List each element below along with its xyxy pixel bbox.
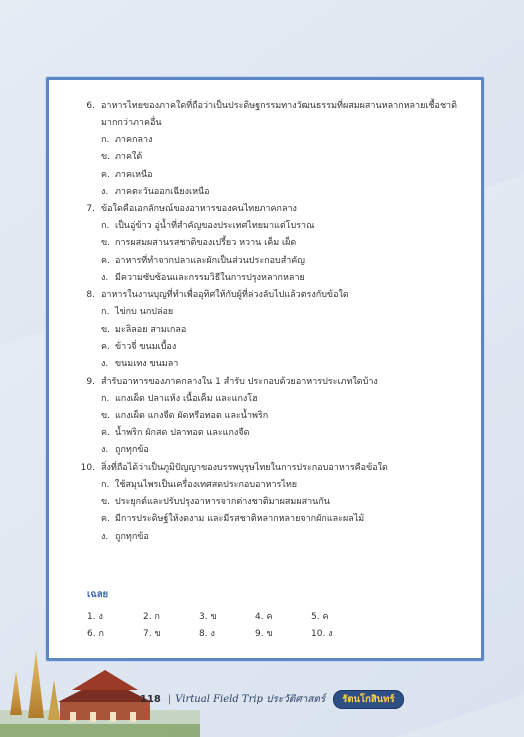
option-text: ภาคใต้: [115, 152, 143, 163]
option-letter: ข.: [101, 238, 111, 249]
option-letter: ง.: [101, 273, 109, 284]
option-text: มีการประดิษฐ์ให้งดงาม และมีรสชาติหลากหลายจากผักและผลไม้: [115, 514, 365, 525]
question-text: สิ่งที่ถือได้ว่าเป็นภูมิปัญญาของบรรพบุรุษไทยในการประกอบอาหารคือข้อใด: [101, 462, 388, 473]
option: [79, 442, 479, 459]
option: [79, 184, 479, 201]
option-text: ขนมเทง ขนมลา: [115, 359, 179, 370]
option-letter: ก.: [101, 135, 110, 145]
option-text: อาหารที่ทำจากปลาและผักเป็นส่วนประกอบสำคัญ: [115, 255, 305, 266]
option: [79, 149, 479, 166]
option: [79, 425, 479, 442]
option-text: การผสมผสานรสชาติของเปรี้ยว หวาน เค็ม เผ็ด: [115, 238, 297, 249]
option: [79, 339, 479, 356]
option-letter: ง.: [101, 531, 109, 542]
option-letter: ก.: [101, 479, 110, 490]
option-text: ภาคกลาง: [115, 135, 153, 145]
question-number: 6.: [86, 101, 95, 111]
option: [79, 494, 479, 511]
answer-key-heading: เฉลย: [87, 589, 109, 600]
option-letter: ข.: [101, 152, 111, 163]
option-letter: ค.: [101, 341, 110, 352]
question-text: ข้อใดคือเอกลักษณ์ของอาหารของคนไทยภาคกลาง: [101, 204, 297, 215]
option-letter: ง.: [101, 186, 109, 197]
option-text: ใช้สมุนไพรเป็นเครื่องเทศสดประกอบอาหารไทย: [115, 479, 298, 490]
footer-logo: รัตนโกสินทร์: [333, 690, 403, 709]
option-text: แกงเผ็ด ปลาแห้ง เนื้อเค็ม และแกงโฮ: [115, 393, 258, 404]
question-text: อาหารในงานบุญที่ทำเพื่ออุทิศให้กับผู้ที่ล่วงลับไปแล้วตรงกับข้อใด: [101, 290, 349, 301]
footer-title: Virtual Field Trip ประวัติศาสตร์: [175, 693, 326, 705]
option: [79, 477, 479, 494]
question-7: [79, 201, 479, 287]
option: [79, 235, 479, 252]
question-9: [79, 374, 479, 460]
option-text: น้ำพริก ผักสด ปลาทอด และแกงจืด: [115, 428, 250, 439]
page-number: 118: [140, 693, 161, 705]
option-text: ถูกทุกข้อ: [115, 445, 149, 456]
question-text: อาหารไทยของภาคใดที่ถือว่าเป็นประดิษฐกรรมทางวัฒนธรรมที่ผสมผสานหลากหลายเชื้อชาติ: [101, 101, 457, 111]
option: [79, 253, 479, 270]
option-letter: ง.: [101, 445, 109, 456]
option: [79, 356, 479, 373]
answer-cell: 9. ข: [255, 629, 273, 639]
option-letter: ข.: [101, 497, 111, 508]
option-text: ภาคเหนือ: [115, 169, 153, 180]
answer-cell: 3. ข: [199, 612, 217, 622]
option: [79, 218, 479, 235]
question-text-continued: มากกว่าภาคอื่น: [101, 118, 162, 128]
footer-separator: |: [167, 693, 172, 705]
answer-cell: 8. ง: [199, 629, 215, 639]
option-text: มะลิลอย สามเกลอ: [115, 324, 187, 335]
answer-cell: 6. ก: [87, 629, 104, 639]
option-letter: ค.: [101, 428, 110, 439]
question-number: 7.: [86, 204, 95, 215]
question-10: [79, 460, 479, 546]
option-text: ถูกทุกข้อ: [115, 531, 149, 542]
answer-cell: 7. ข: [143, 629, 161, 639]
option: [79, 529, 479, 546]
question-card: [46, 77, 484, 661]
question-number: 10.: [80, 462, 95, 473]
question-text: สำรับอาหารของภาคกลางใน 1 สำรับ ประกอบด้วยอาหารประเภทใดบ้าง: [101, 376, 378, 387]
option: [79, 167, 479, 184]
question-6: [79, 98, 479, 201]
question-list: [79, 98, 479, 546]
option-text: มีความซับซ้อนและกรรมวิธีในการปรุงหลากหลาย: [115, 273, 305, 284]
option-letter: ค.: [101, 169, 110, 180]
question-number: 9.: [86, 376, 95, 387]
option-letter: ข.: [101, 324, 111, 335]
answer-row: [87, 609, 467, 626]
option-text: เป็นอู่ข้าว อู่น้ำที่สำคัญของประเทศไทยมาแต่โบราณ: [115, 221, 315, 232]
answer-cell: 5. ค: [311, 612, 329, 622]
option-text: ข้าวจี่ ขนมเบื้อง: [115, 341, 177, 352]
answer-cell: 4. ค: [255, 612, 273, 622]
option-letter: ค.: [101, 514, 110, 525]
option-letter: ก.: [101, 393, 110, 404]
option-letter: ก.: [101, 221, 110, 232]
answer-cell: 2. ก: [143, 612, 160, 622]
answer-key: [87, 587, 467, 643]
option-letter: ค.: [101, 255, 110, 266]
option: [79, 322, 479, 339]
answer-cell: 10. ง: [311, 629, 333, 639]
question-8: [79, 287, 479, 373]
option: [79, 391, 479, 408]
temple-illustration: [0, 640, 200, 737]
option: [79, 511, 479, 528]
question-number: 8.: [86, 290, 95, 301]
page-footer: [140, 690, 404, 708]
answer-cell: 1. ง: [87, 612, 103, 622]
option-letter: ง.: [101, 359, 109, 370]
option-letter: ข.: [101, 410, 111, 421]
option: [79, 270, 479, 287]
option-text: แกงเผ็ด แกงจืด ผัดหรือทอด และน้ำพริก: [115, 410, 269, 421]
option: [79, 304, 479, 321]
option: [79, 408, 479, 425]
option-text: ไข่กบ นกปล่อย: [115, 307, 174, 318]
option: [79, 132, 479, 149]
option-text: ประยุกต์และปรับปรุงอาหารจากต่างชาติมาผสมผสานกัน: [115, 497, 330, 508]
option-letter: ก.: [101, 307, 110, 318]
option-text: ภาคตะวันออกเฉียงเหนือ: [115, 186, 210, 197]
